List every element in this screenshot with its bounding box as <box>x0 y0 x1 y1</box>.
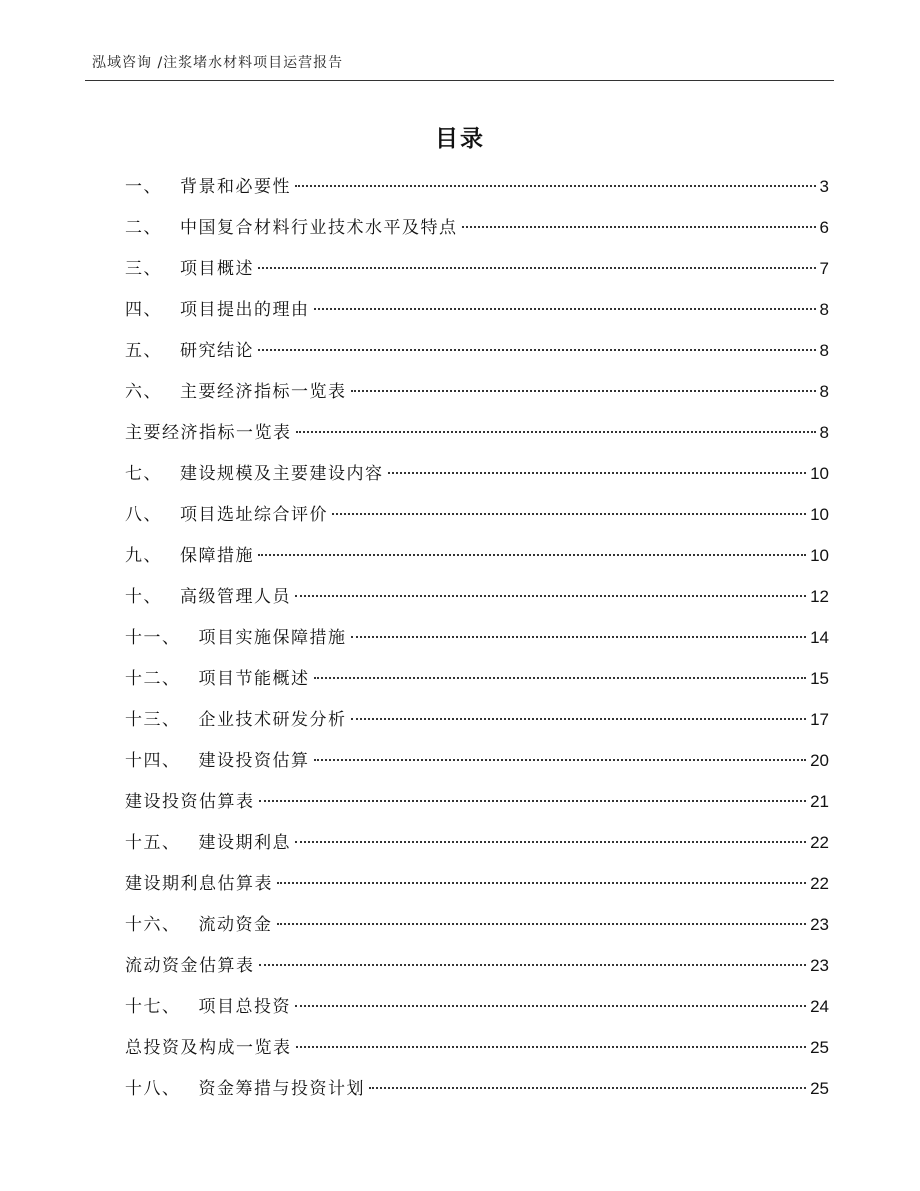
toc-entry[interactable] <box>125 744 829 785</box>
toc-entry-number: 十、 <box>125 587 162 607</box>
dot-leader <box>296 1046 807 1048</box>
toc-entry-page-number: 24 <box>810 997 829 1016</box>
toc-entry-title: 高级管理人员 <box>180 587 291 607</box>
toc-entry-title: 建设投资估算 <box>198 751 310 771</box>
toc-entry-page-number: 10 <box>810 464 829 483</box>
toc-entry-number: 二、 <box>125 218 162 238</box>
toc-entry-number: 十八、 <box>125 1079 181 1099</box>
toc-entry-page-number: 7 <box>819 259 829 278</box>
dot-leader <box>259 800 807 802</box>
toc-entry[interactable] <box>125 580 829 621</box>
toc-entry-title: 建设规模及主要建设内容 <box>180 464 384 484</box>
dot-leader <box>314 677 807 679</box>
toc-entry-title: 主要经济指标一览表 <box>125 423 292 443</box>
toc-entry-number: 十五、 <box>125 833 181 853</box>
toc-entry-page-number: 14 <box>810 628 829 647</box>
header-rule <box>85 80 834 81</box>
toc-entry[interactable] <box>125 826 829 867</box>
dot-leader <box>351 636 807 638</box>
dot-leader <box>258 349 816 351</box>
toc-entry-title: 建设期利息 <box>198 833 291 853</box>
toc-entry[interactable] <box>125 457 829 498</box>
dot-leader <box>314 759 807 761</box>
toc-entry[interactable] <box>125 293 829 334</box>
toc-entry[interactable] <box>125 621 829 662</box>
toc-entry-title: 流动资金估算表 <box>125 956 255 976</box>
toc-entry[interactable] <box>125 211 829 252</box>
toc-entry-title: 背景和必要性 <box>180 177 291 197</box>
toc-entry[interactable] <box>125 908 829 949</box>
toc-entry[interactable] <box>125 1072 829 1113</box>
toc-entry-number: 一、 <box>125 177 162 197</box>
dot-leader <box>369 1087 806 1089</box>
toc-entry-number: 十三、 <box>125 710 181 730</box>
toc-entry-number: 四、 <box>125 300 162 320</box>
toc-entry-number: 五、 <box>125 341 162 361</box>
dot-leader <box>351 718 807 720</box>
dot-leader <box>259 964 807 966</box>
toc-entry[interactable] <box>125 1031 829 1072</box>
toc-entry[interactable] <box>125 990 829 1031</box>
toc-entry-page-number: 6 <box>819 218 829 237</box>
dot-leader <box>295 841 806 843</box>
running-header: 泓域咨询 /注浆堵水材料项目运营报告 <box>92 55 344 71</box>
toc-title: 目录 <box>435 126 485 152</box>
toc-entry-title: 项目概述 <box>180 259 254 279</box>
toc-entry-page-number: 12 <box>810 587 829 606</box>
toc-entry-page-number: 3 <box>819 177 829 196</box>
toc-entry[interactable] <box>125 170 829 211</box>
dot-leader <box>296 431 816 433</box>
toc-entry[interactable] <box>125 539 829 580</box>
toc-entry-page-number: 20 <box>810 751 829 770</box>
toc-entry-number: 六、 <box>125 382 162 402</box>
dot-leader <box>295 185 816 187</box>
dot-leader <box>388 472 807 474</box>
toc-entry[interactable] <box>125 498 829 539</box>
toc-entry-title: 研究结论 <box>180 341 254 361</box>
dot-leader <box>314 308 816 310</box>
toc-entry-number: 九、 <box>125 546 162 566</box>
toc-entry-number: 三、 <box>125 259 162 279</box>
toc-entry-number: 十六、 <box>125 915 181 935</box>
dot-leader <box>277 923 807 925</box>
toc-entry-title: 项目节能概述 <box>198 669 310 689</box>
toc-entry[interactable] <box>125 416 829 457</box>
toc-entry-title: 建设期利息估算表 <box>125 874 273 894</box>
toc-entry-page-number: 8 <box>819 341 829 360</box>
toc-list <box>125 170 829 1113</box>
toc-entry[interactable] <box>125 785 829 826</box>
toc-entry[interactable] <box>125 949 829 990</box>
toc-entry-page-number: 8 <box>819 300 829 319</box>
toc-entry-title: 总投资及构成一览表 <box>125 1038 292 1058</box>
toc-entry-number: 十二、 <box>125 669 181 689</box>
toc-entry[interactable] <box>125 703 829 744</box>
toc-entry-title: 建设投资估算表 <box>125 792 255 812</box>
dot-leader <box>258 267 816 269</box>
toc-entry-page-number: 25 <box>810 1038 829 1057</box>
toc-entry-title: 主要经济指标一览表 <box>180 382 347 402</box>
toc-entry-page-number: 22 <box>810 833 829 852</box>
toc-entry-number: 十七、 <box>125 997 181 1017</box>
dot-leader <box>332 513 806 515</box>
toc-entry-page-number: 10 <box>810 505 829 524</box>
dot-leader <box>295 595 806 597</box>
dot-leader <box>462 226 816 228</box>
toc-entry-title: 企业技术研发分析 <box>198 710 347 730</box>
toc-entry-title: 项目实施保障措施 <box>198 628 347 648</box>
toc-entry-number: 十四、 <box>125 751 181 771</box>
toc-entry-page-number: 22 <box>810 874 829 893</box>
toc-entry-number: 八、 <box>125 505 162 525</box>
toc-entry-title: 项目选址综合评价 <box>180 505 328 525</box>
toc-entry-page-number: 8 <box>819 423 829 442</box>
toc-entry-page-number: 10 <box>810 546 829 565</box>
toc-entry-title: 项目提出的理由 <box>180 300 310 320</box>
toc-entry-title: 项目总投资 <box>198 997 291 1017</box>
toc-entry-title: 资金筹措与投资计划 <box>198 1079 365 1099</box>
dot-leader <box>258 554 806 556</box>
toc-entry[interactable] <box>125 252 829 293</box>
toc-entry[interactable] <box>125 662 829 703</box>
toc-entry-title: 流动资金 <box>198 915 273 935</box>
toc-entry-page-number: 25 <box>810 1079 829 1098</box>
toc-entry-number: 十一、 <box>125 628 181 648</box>
toc-entry-page-number: 23 <box>810 956 829 975</box>
dot-leader <box>295 1005 806 1007</box>
toc-entry[interactable] <box>125 375 829 416</box>
toc-entry[interactable] <box>125 334 829 375</box>
toc-entry-page-number: 23 <box>810 915 829 934</box>
toc-entry-page-number: 8 <box>819 382 829 401</box>
toc-entry-page-number: 21 <box>810 792 829 811</box>
dot-leader <box>277 882 806 884</box>
toc-entry-page-number: 15 <box>810 669 829 688</box>
toc-entry-title: 中国复合材料行业技术水平及特点 <box>180 218 458 238</box>
toc-entry[interactable] <box>125 867 829 908</box>
toc-entry-title: 保障措施 <box>180 546 254 566</box>
toc-entry-page-number: 17 <box>810 710 829 729</box>
dot-leader <box>351 390 816 392</box>
toc-entry-number: 七、 <box>125 464 162 484</box>
